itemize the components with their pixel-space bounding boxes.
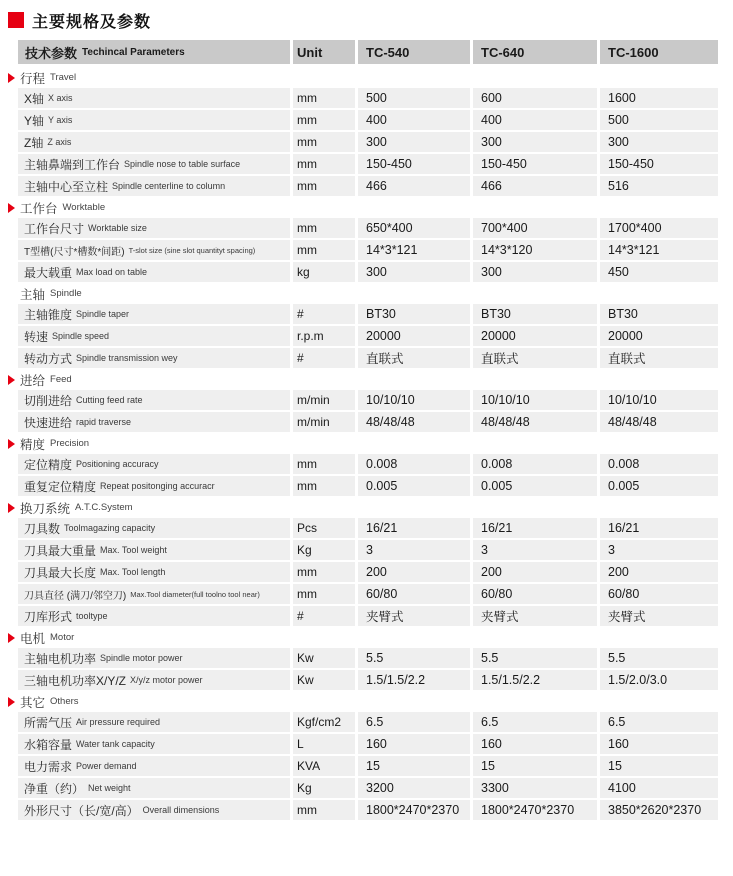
param-label-zh: 主轴中心至立柱: [24, 179, 109, 194]
unit-cell: m/min: [293, 412, 355, 432]
value-cell-tc540: 15: [358, 756, 470, 776]
spec-row: [18, 606, 722, 626]
section-title: [8, 628, 722, 647]
value-cell-tc1600: 4100: [600, 778, 718, 798]
value-cell-tc540: 0.008: [358, 454, 470, 474]
section-title-zh: 电机: [20, 631, 46, 646]
param-label-zh: 转速: [24, 329, 49, 344]
param-cell: [18, 132, 290, 152]
section-3: [8, 370, 722, 432]
value-cell-tc1600: 夹臂式: [600, 606, 718, 626]
param-label-en: Z axis: [47, 137, 72, 147]
section-triangle-icon: [8, 203, 15, 213]
spec-row: [18, 648, 722, 668]
param-label-en: Power demand: [76, 761, 137, 771]
unit-cell: mm: [293, 800, 355, 820]
value-cell-tc540: 200: [358, 562, 470, 582]
section-triangle-icon: [8, 697, 15, 707]
value-cell-tc1600: 0.008: [600, 454, 718, 474]
value-cell-tc540: 16/21: [358, 518, 470, 538]
param-label-en: Spindle taper: [76, 309, 130, 319]
value-cell-tc640: 466: [473, 176, 597, 196]
param-label-zh: 转动方式: [24, 351, 73, 366]
value-cell-tc540: 60/80: [358, 584, 470, 604]
value-cell-tc540: 466: [358, 176, 470, 196]
header-model-tc1600: TC-1600: [600, 40, 718, 64]
param-cell: [18, 218, 290, 238]
param-label-zh: 重复定位精度: [24, 479, 97, 494]
unit-cell: mm: [293, 88, 355, 108]
value-cell-tc1600: 直联式: [600, 348, 718, 368]
section-title: [8, 68, 722, 87]
section-title-en: Spindle: [50, 288, 82, 299]
unit-cell: KVA: [293, 756, 355, 776]
unit-cell: mm: [293, 154, 355, 174]
param-label-zh: 水箱容量: [24, 737, 73, 752]
value-cell-tc540: 5.5: [358, 648, 470, 668]
param-label-en: Positioning accuracy: [76, 459, 159, 469]
value-cell-tc540: 夹臂式: [358, 606, 470, 626]
section-title-zh: 主轴: [20, 287, 46, 302]
param-label-en: Spindle transmission wey: [76, 353, 178, 363]
header-unit-cell: Unit: [293, 40, 355, 64]
param-label-en: tooltype: [76, 611, 108, 621]
param-label-zh: 刀具最大重量: [24, 543, 97, 558]
value-cell-tc540: 650*400: [358, 218, 470, 238]
unit-cell: Kgf/cm2: [293, 712, 355, 732]
param-label-en: Spindle speed: [52, 331, 110, 341]
param-cell: [18, 110, 290, 130]
section-triangle-icon: [8, 289, 15, 299]
value-cell-tc540: 14*3*121: [358, 240, 470, 260]
value-cell-tc540: 3200: [358, 778, 470, 798]
section-title-en: Others: [50, 696, 79, 707]
param-label-en: Cutting feed rate: [76, 395, 143, 405]
section-title-zh: 换刀系统: [20, 501, 71, 516]
value-cell-tc1600: BT30: [600, 304, 718, 324]
param-label-zh: 三轴电机功率X/Y/Z: [24, 673, 127, 688]
value-cell-tc540: 500: [358, 88, 470, 108]
param-label-en: Air pressure required: [76, 717, 161, 727]
value-cell-tc540: 300: [358, 262, 470, 282]
value-cell-tc540: 48/48/48: [358, 412, 470, 432]
spec-row: [18, 110, 722, 130]
param-label-en: Spindle nose to table surface: [124, 159, 241, 169]
param-cell: [18, 648, 290, 668]
unit-cell: #: [293, 606, 355, 626]
param-label-zh: 刀库形式: [24, 609, 73, 624]
header-param-zh: 技术参数: [25, 45, 78, 61]
value-cell-tc1600: 1.5/2.0/3.0: [600, 670, 718, 690]
param-cell: [18, 756, 290, 776]
spec-row: [18, 326, 722, 346]
value-cell-tc1600: 20000: [600, 326, 718, 346]
section-title: [8, 284, 722, 303]
section-title-en: Worktable: [62, 202, 106, 213]
value-cell-tc640: 300: [473, 132, 597, 152]
value-cell-tc640: 1800*2470*2370: [473, 800, 597, 820]
param-cell: [18, 540, 290, 560]
value-cell-tc640: BT30: [473, 304, 597, 324]
value-cell-tc640: 0.008: [473, 454, 597, 474]
value-cell-tc640: 60/80: [473, 584, 597, 604]
value-cell-tc1600: 0.005: [600, 476, 718, 496]
value-cell-tc1600: 10/10/10: [600, 390, 718, 410]
param-label-en: X axis: [48, 93, 73, 103]
param-label-zh: 刀具最大长度: [24, 565, 97, 580]
unit-cell: Kg: [293, 778, 355, 798]
spec-row: [18, 348, 722, 368]
section-title-en: Travel: [50, 72, 77, 83]
param-label-en: Max.Tool diameter(full toolno tool near): [130, 589, 260, 599]
value-cell-tc1600: 516: [600, 176, 718, 196]
unit-cell: r.p.m: [293, 326, 355, 346]
section-title-zh: 行程: [20, 71, 46, 86]
section-title: [8, 370, 722, 389]
value-cell-tc1600: 60/80: [600, 584, 718, 604]
value-cell-tc1600: 14*3*121: [600, 240, 718, 260]
value-cell-tc640: 48/48/48: [473, 412, 597, 432]
param-cell: [18, 88, 290, 108]
section-title-zh: 工作台: [20, 201, 58, 216]
param-cell: [18, 390, 290, 410]
unit-cell: m/min: [293, 390, 355, 410]
param-cell: [18, 584, 290, 604]
table-body: [8, 68, 722, 820]
value-cell-tc640: 10/10/10: [473, 390, 597, 410]
param-label-zh: 快速进给: [24, 415, 73, 430]
section-5: [8, 498, 722, 626]
value-cell-tc640: 夹臂式: [473, 606, 597, 626]
param-cell: [18, 606, 290, 626]
value-cell-tc1600: 16/21: [600, 518, 718, 538]
value-cell-tc1600: 500: [600, 110, 718, 130]
param-label-en: Net weight: [88, 783, 131, 793]
param-cell: [18, 518, 290, 538]
spec-row: [18, 454, 722, 474]
value-cell-tc540: 1800*2470*2370: [358, 800, 470, 820]
section-4: [8, 434, 722, 496]
section-title-zh: 其它: [20, 695, 46, 710]
spec-row: [18, 670, 722, 690]
unit-cell: mm: [293, 562, 355, 582]
param-cell: [18, 712, 290, 732]
spec-row: [18, 176, 722, 196]
param-label-en: Water tank capacity: [76, 739, 155, 749]
param-label-en: T-slot size (sine slot quantityt spacing): [128, 245, 256, 255]
param-label-zh: 所需气压: [24, 715, 73, 730]
value-cell-tc640: 1.5/1.5/2.2: [473, 670, 597, 690]
spec-row: [18, 390, 722, 410]
value-cell-tc1600: 1700*400: [600, 218, 718, 238]
param-cell: [18, 734, 290, 754]
param-cell: [18, 348, 290, 368]
unit-cell: mm: [293, 218, 355, 238]
spec-row: [18, 154, 722, 174]
value-cell-tc1600: 48/48/48: [600, 412, 718, 432]
param-cell: [18, 304, 290, 324]
param-cell: [18, 800, 290, 820]
param-label-en: X/y/z motor power: [130, 675, 203, 685]
value-cell-tc1600: 6.5: [600, 712, 718, 732]
header-param-en: Techincal Parameters: [82, 46, 185, 58]
unit-cell: Kw: [293, 670, 355, 690]
section-title-en: Motor: [50, 632, 75, 643]
param-label-zh: 净重（约）: [24, 781, 85, 796]
page-title: 主要规格及参数: [32, 13, 152, 31]
value-cell-tc640: 3300: [473, 778, 597, 798]
value-cell-tc640: 16/21: [473, 518, 597, 538]
section-1: [8, 198, 722, 282]
value-cell-tc1600: 3: [600, 540, 718, 560]
spec-row: [18, 412, 722, 432]
param-cell: [18, 326, 290, 346]
param-cell: [18, 562, 290, 582]
param-label-en: Max. Tool weight: [100, 545, 167, 555]
section-title: [8, 498, 722, 517]
param-label-en: rapid traverse: [76, 417, 132, 427]
value-cell-tc640: 300: [473, 262, 597, 282]
section-title-en: A.T.C.System: [75, 502, 133, 513]
param-label-zh: X轴: [24, 91, 45, 106]
unit-cell: mm: [293, 176, 355, 196]
spec-row: [18, 304, 722, 324]
spec-row: [18, 778, 722, 798]
param-label-zh: 电力需求: [24, 759, 73, 774]
unit-cell: kg: [293, 262, 355, 282]
spec-row: [18, 800, 722, 820]
spec-row: [18, 132, 722, 152]
section-title-en: Precision: [50, 438, 90, 449]
value-cell-tc540: 3: [358, 540, 470, 560]
param-label-en: Overall dimensions: [142, 805, 220, 815]
section-2: [8, 284, 722, 368]
param-label-zh: 刀具直径 (满刀/邻空刀): [24, 590, 127, 602]
value-cell-tc640: 200: [473, 562, 597, 582]
param-cell: [18, 778, 290, 798]
param-label-en: Spindle motor power: [100, 653, 183, 663]
unit-cell: mm: [293, 476, 355, 496]
param-label-en: Max. Tool length: [100, 567, 166, 577]
value-cell-tc640: 15: [473, 756, 597, 776]
section-triangle-icon: [8, 633, 15, 643]
value-cell-tc1600: 300: [600, 132, 718, 152]
table-header-row: [18, 40, 722, 64]
param-label-en: Y axis: [48, 115, 73, 125]
value-cell-tc640: 600: [473, 88, 597, 108]
section-0: [8, 68, 722, 196]
param-cell: [18, 176, 290, 196]
spec-row: [18, 218, 722, 238]
param-label-zh: 主轴锥度: [24, 307, 73, 322]
unit-cell: mm: [293, 240, 355, 260]
param-label-zh: Y轴: [24, 113, 45, 128]
param-label-zh: 工作台尺寸: [24, 221, 85, 236]
param-label-zh: Z轴: [24, 135, 44, 150]
spec-row: [18, 540, 722, 560]
param-label-zh: 外形尺寸（长/宽/高）: [24, 803, 139, 818]
value-cell-tc640: 0.005: [473, 476, 597, 496]
value-cell-tc540: 10/10/10: [358, 390, 470, 410]
spec-row: [18, 88, 722, 108]
value-cell-tc1600: 150-450: [600, 154, 718, 174]
param-label-en: Max load on table: [76, 267, 148, 277]
page-title-bar: [0, 8, 733, 32]
unit-cell: Kw: [293, 648, 355, 668]
value-cell-tc640: 400: [473, 110, 597, 130]
spec-row: [18, 756, 722, 776]
value-cell-tc540: 160: [358, 734, 470, 754]
section-title: [8, 434, 722, 453]
unit-cell: mm: [293, 132, 355, 152]
value-cell-tc540: 直联式: [358, 348, 470, 368]
value-cell-tc540: 6.5: [358, 712, 470, 732]
value-cell-tc540: 20000: [358, 326, 470, 346]
value-cell-tc540: 0.005: [358, 476, 470, 496]
param-label-zh: 主轴电机功率: [24, 651, 97, 666]
section-triangle-icon: [8, 375, 15, 385]
spec-row: [18, 734, 722, 754]
section-triangle-icon: [8, 503, 15, 513]
unit-cell: #: [293, 304, 355, 324]
section-title: [8, 692, 722, 711]
section-title-zh: 进给: [20, 373, 46, 388]
spec-row: [18, 584, 722, 604]
section-triangle-icon: [8, 73, 15, 83]
spec-row: [18, 712, 722, 732]
section-triangle-icon: [8, 439, 15, 449]
unit-cell: mm: [293, 110, 355, 130]
unit-cell: L: [293, 734, 355, 754]
spec-table: [0, 40, 722, 820]
value-cell-tc640: 6.5: [473, 712, 597, 732]
param-cell: [18, 262, 290, 282]
value-cell-tc1600: 5.5: [600, 648, 718, 668]
unit-cell: mm: [293, 584, 355, 604]
spec-row: [18, 262, 722, 282]
param-cell: [18, 454, 290, 474]
param-label-en: Repeat positonging accuracr: [100, 481, 215, 491]
param-label-en: Toolmagazing capacity: [64, 523, 156, 533]
param-label-zh: 主轴鼻端到工作台: [24, 157, 121, 172]
value-cell-tc1600: 200: [600, 562, 718, 582]
param-label-zh: 定位精度: [24, 457, 73, 472]
value-cell-tc640: 150-450: [473, 154, 597, 174]
param-label-zh: T型槽(尺寸*槽数*间距): [24, 246, 125, 258]
param-cell: [18, 476, 290, 496]
value-cell-tc640: 20000: [473, 326, 597, 346]
unit-cell: mm: [293, 454, 355, 474]
value-cell-tc1600: 450: [600, 262, 718, 282]
param-label-en: Worktable size: [88, 223, 147, 233]
section-6: [8, 628, 722, 690]
param-cell: [18, 154, 290, 174]
section-title-zh: 精度: [20, 437, 46, 452]
spec-row: [18, 240, 722, 260]
value-cell-tc640: 3: [473, 540, 597, 560]
value-cell-tc640: 5.5: [473, 648, 597, 668]
section-title: [8, 198, 722, 217]
param-label-en: Spindle centerline to column: [112, 181, 226, 191]
value-cell-tc540: 400: [358, 110, 470, 130]
header-parameters-cell: [18, 40, 290, 64]
value-cell-tc1600: 160: [600, 734, 718, 754]
value-cell-tc640: 160: [473, 734, 597, 754]
param-label-zh: 最大载重: [24, 265, 73, 280]
value-cell-tc540: BT30: [358, 304, 470, 324]
value-cell-tc540: 1.5/1.5/2.2: [358, 670, 470, 690]
param-cell: [18, 412, 290, 432]
header-model-tc640: TC-640: [473, 40, 597, 64]
param-cell: [18, 240, 290, 260]
section-7: [8, 692, 722, 820]
unit-cell: Pcs: [293, 518, 355, 538]
param-cell: [18, 670, 290, 690]
section-title-en: Feed: [50, 374, 72, 385]
value-cell-tc640: 14*3*120: [473, 240, 597, 260]
unit-cell: Kg: [293, 540, 355, 560]
value-cell-tc640: 700*400: [473, 218, 597, 238]
value-cell-tc1600: 1600: [600, 88, 718, 108]
value-cell-tc1600: 3850*2620*2370: [600, 800, 718, 820]
value-cell-tc640: 直联式: [473, 348, 597, 368]
param-label-zh: 切削进给: [24, 393, 73, 408]
title-marker-square: [8, 12, 24, 28]
header-model-tc540: TC-540: [358, 40, 470, 64]
value-cell-tc540: 150-450: [358, 154, 470, 174]
spec-row: [18, 562, 722, 582]
value-cell-tc1600: 15: [600, 756, 718, 776]
spec-row: [18, 476, 722, 496]
value-cell-tc540: 300: [358, 132, 470, 152]
spec-row: [18, 518, 722, 538]
param-label-zh: 刀具数: [24, 521, 61, 536]
unit-cell: #: [293, 348, 355, 368]
